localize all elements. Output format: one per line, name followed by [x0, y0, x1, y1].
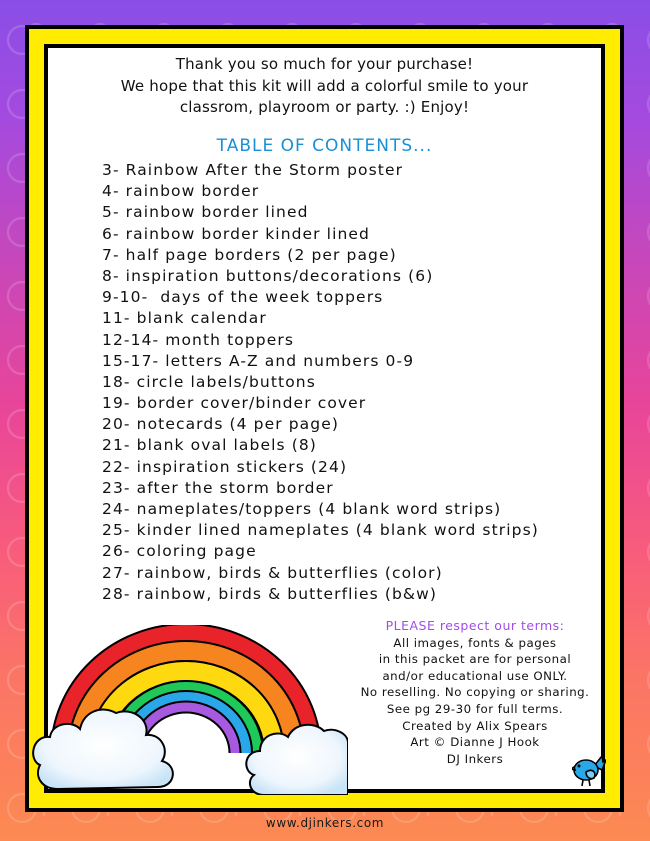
toc-item: 9-10- days of the week toppers	[102, 288, 384, 307]
terms-notice	[350, 618, 600, 767]
terms-line: See pg 29-30 for full terms.	[386, 701, 564, 716]
toc-list	[102, 160, 539, 605]
toc-item: 4- rainbow border	[102, 182, 260, 201]
toc-item: 25- kinder lined nameplates (4 blank word strips)	[102, 521, 539, 540]
toc-item: 18- circle labels/buttons	[102, 372, 316, 391]
toc-item: 11- blank calendar	[102, 309, 267, 328]
toc-item: 22- inspiration stickers (24)	[102, 457, 348, 476]
toc-item: 28- rainbow, birds & butterflies (b&w)	[102, 584, 438, 603]
toc-item: 21- blank oval labels (8)	[102, 436, 317, 455]
terms-line: and/or educational use ONLY.	[382, 668, 568, 683]
website-url: www.djinkers.com	[265, 816, 385, 830]
credits-line: DJ Inkers	[446, 751, 504, 766]
rainbow-with-clouds-illustration	[28, 625, 348, 795]
toc-heading: TABLE OF CONTENTS...	[216, 136, 433, 156]
toc-item: 19- border cover/binder cover	[102, 394, 367, 413]
intro-line-3: classrom, playroom or party. :) Enjoy!	[179, 98, 470, 116]
toc-item: 5- rainbow border lined	[102, 203, 309, 222]
toc-item: 26- coloring page	[102, 542, 257, 561]
toc-item: 23- after the storm border	[102, 478, 334, 497]
toc-item: 3- Rainbow After the Storm poster	[102, 161, 404, 179]
intro-line-1: Thank you so much for your purchase!	[175, 55, 474, 73]
credits-line: Art © Dianne J Hook	[410, 735, 540, 750]
toc-item: 8- inspiration buttons/decorations (6)	[102, 266, 434, 285]
toc-item: 12-14- month toppers	[102, 330, 295, 349]
toc-item: 7- half page borders (2 per page)	[102, 245, 397, 264]
bluebird-icon	[572, 750, 606, 788]
terms-line: All images, fonts & pages	[393, 635, 557, 650]
toc-item: 15-17- letters A-Z and numbers 0-9	[102, 351, 415, 370]
toc-item: 24- nameplates/toppers (4 blank word strips)	[102, 500, 502, 518]
toc-item: 27- rainbow, birds & butterflies (color)	[102, 563, 443, 582]
toc-item: 20- notecards (4 per page)	[102, 415, 339, 434]
toc-item: 6- rainbow border kinder lined	[102, 224, 370, 243]
thank-you-message	[48, 54, 601, 119]
terms-line: No reselling. No copying or sharing.	[360, 685, 590, 700]
credits-line: Created by Alix Spears	[402, 718, 548, 733]
intro-line-2: We hope that this kit will add a colorful smile to your	[120, 76, 529, 95]
terms-line: in this packet are for personal	[378, 652, 572, 667]
terms-heading: PLEASE respect our terms:	[385, 618, 565, 633]
